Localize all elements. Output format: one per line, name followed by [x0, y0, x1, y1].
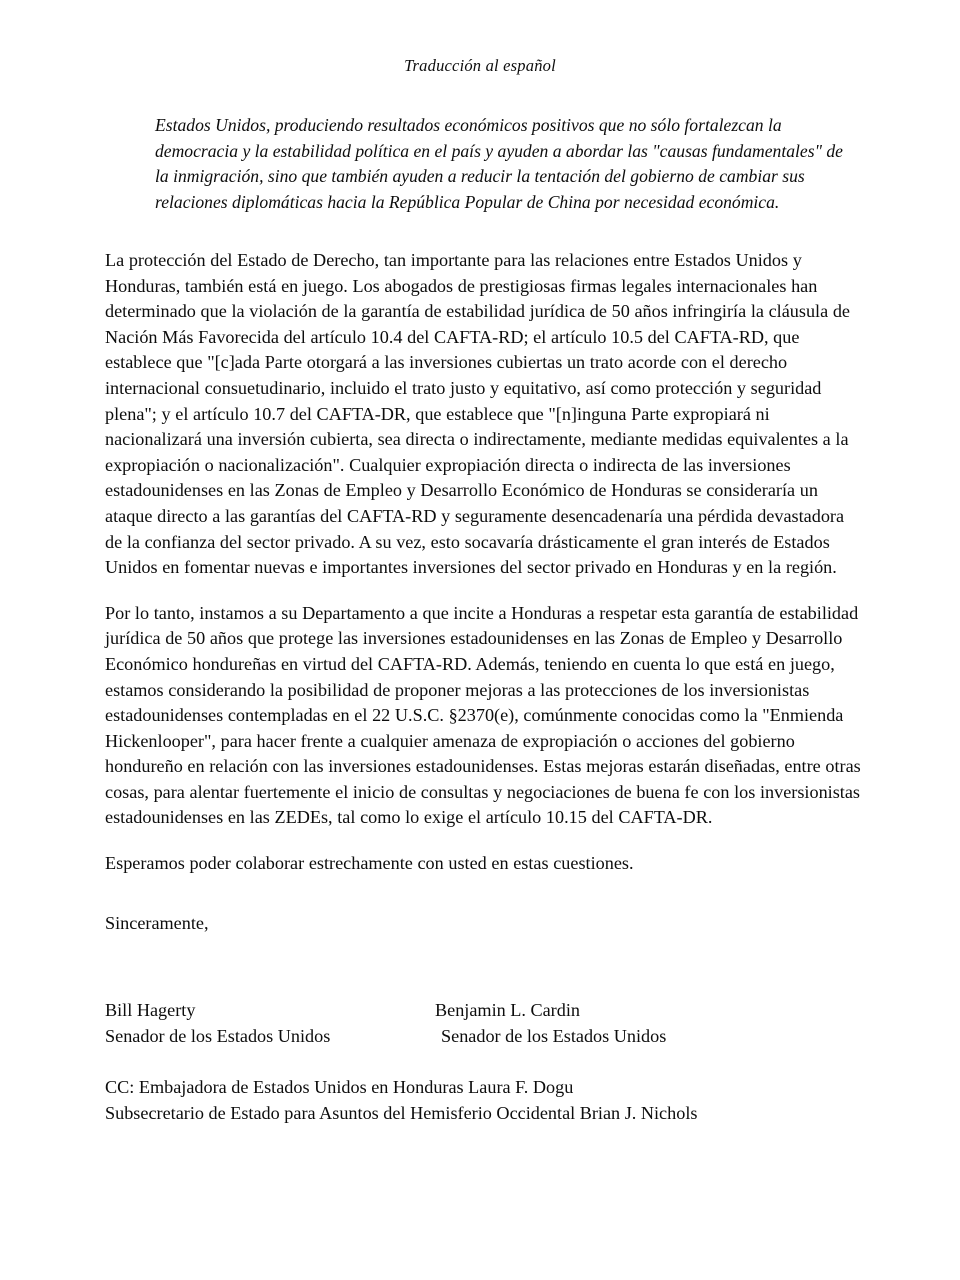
signatory-hagerty: [105, 998, 435, 1049]
signatory-title: Senador de los Estados Unidos: [105, 1025, 331, 1046]
signatory-cardin: [435, 998, 666, 1049]
cc-line-assistant-secretary: Subsecretario de Estado para Asuntos del Hemisferio Occidental Brian J. Nichols: [105, 1103, 698, 1124]
paragraph-request: Por lo tanto, instamos a su Departamento a que incite a Honduras a respetar esta garantía de estabilidad jurídica de 50 años que protege las inversiones estadounidenses en las Zonas de Empleo y Desarrollo Económico hondureñas en virtud del CAFTA-RD. Además, teniendo en cuenta lo que está en juego, estamos considerando la posibilidad de proponer mejoras a las protecciones de los inversionistas estadounidenses contempladas en el 22 U.S.C. §2370(e), comúnmente conocidas como la "Enmienda Hickenlooper", para hacer frente a cualquier amenaza de expropiación o acciones del gobierno hondureño en relación con las inversiones estadounidenses. Estas mejoras estarán diseñadas, entre otras cosas, para alentar fuertemente el inicio de consultas y negociaciones de buena fe con los inversionistas estadounidenses en las ZEDEs, tal como lo exige el artículo 10.15 del CAFTA-DR.: [105, 602, 861, 828]
cc-block: [105, 1075, 862, 1126]
signature-space: [105, 936, 862, 998]
signatory-title: Senador de los Estados Unidos: [441, 1025, 667, 1046]
cc-line-ambassador: CC: Embajadora de Estados Unidos en Honduras Laura F. Dogu: [105, 1077, 574, 1098]
paragraph-closing-remark: Esperamos poder colaborar estrechamente con usted en estas cuestiones.: [105, 853, 634, 874]
spacer: [105, 897, 862, 911]
translation-header-note: Traducción al español: [404, 56, 556, 75]
indented-quote-block: Estados Unidos, produciendo resultados económicos positivos que no sólo fortalezcan la democracia y la estabilidad política en el país y ayuden a abordar las "causas fundamentales" de la inmigración, sino que también ayuden a reducir la tentación del gobierno de cambiar sus relaciones diplomáticas hacia la República Popular de China por necesidad económica.: [155, 115, 843, 212]
letter-body: [105, 248, 862, 1127]
signatory-name: Bill Hagerty: [105, 1000, 196, 1021]
paragraph-rule-of-law: La protección del Estado de Derecho, tan importante para las relaciones entre Estados Unidos y Honduras, también está en juego. Los abogados de prestigiosas firmas legales internacionales han determinado que la violación de la garantía de estabilidad jurídica de 50 años infringiría la cláusula de Nación Más Favorecida del artículo 10.4 del CAFTA-RD; el artículo 10.5 del CAFTA-RD, que establece que "[c]ada Parte otorgará a las inversiones cubiertas un trato acorde con el derecho internacional consuetudinario, incluido el trato justo y equitativo, así como protección y seguridad plena"; y el artículo 10.7 del CAFTA-DR, que establece que "[n]inguna Parte expropiará ni nacionalizará una inversión cubierta, sea directa o indirectamente, mediante medidas equivalentes a la expropiación o nacionalización". Cualquier expropiación directa o indirecta de las inversiones estadounidenses en las Zonas de Empleo y Desarrollo Económico de Honduras se consideraría un ataque directo a las garantías del CAFTA-RD y seguramente desencadenaría una pérdida devastadora de la confianza del sector privado. A su vez, esto socavaría drásticamente el gran interés de Estados Unidos en fomentar nuevas e importantes inversiones del sector privado en Honduras y en la región.: [105, 250, 850, 578]
signature-block: [105, 998, 862, 1049]
closing-salutation: Sinceramente,: [105, 912, 209, 933]
spacer: [105, 1049, 862, 1075]
signatory-name: Benjamin L. Cardin: [435, 1000, 580, 1021]
